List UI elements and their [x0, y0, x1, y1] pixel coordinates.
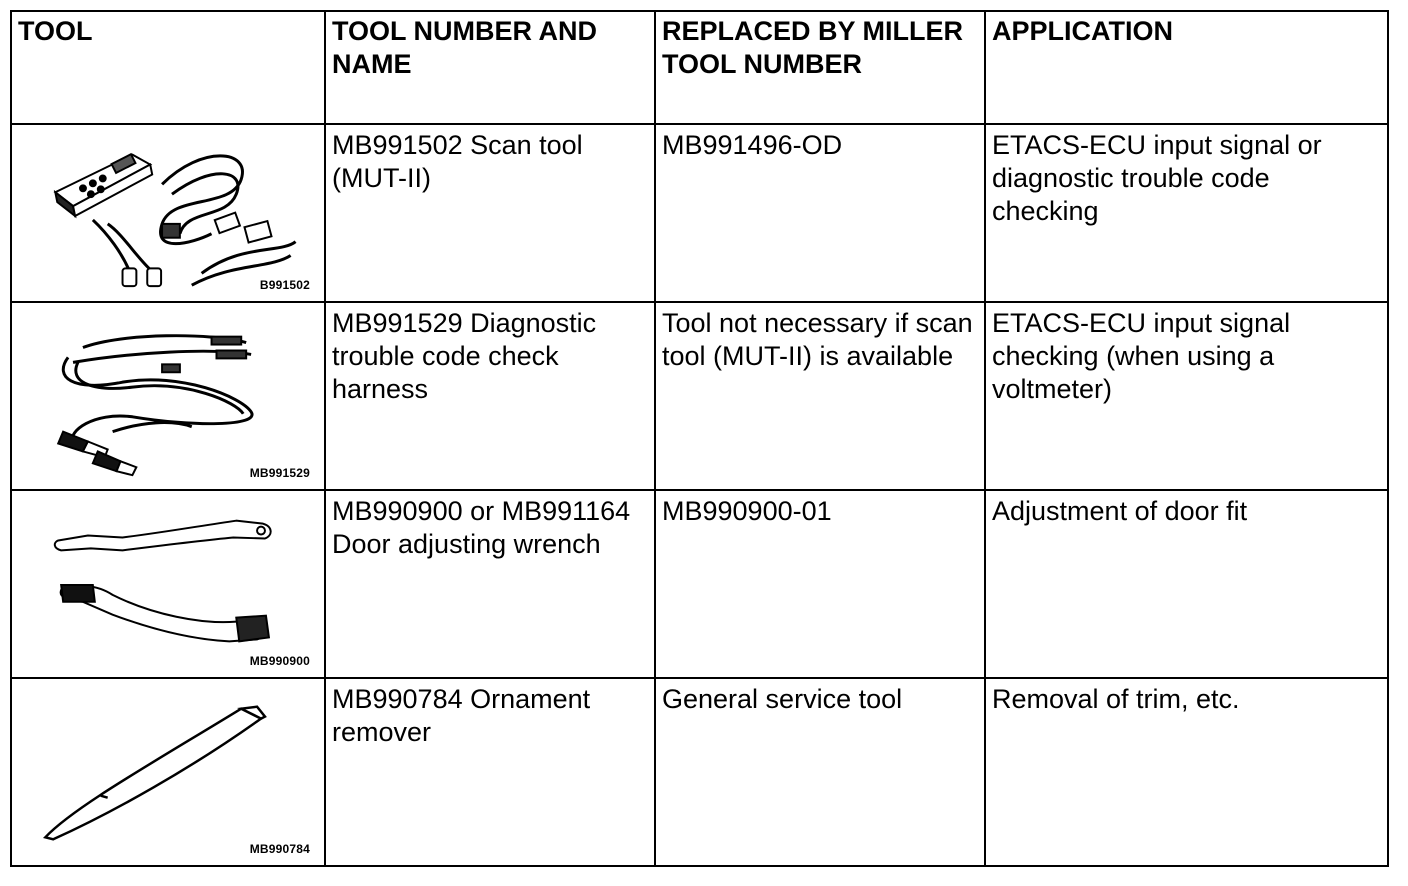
tool-image-cell: [11, 490, 325, 678]
replaced-by-cell: Tool not necessary if scan tool (MUT-II) is available: [655, 302, 985, 490]
replaced-by-cell: General service tool: [655, 678, 985, 866]
application-cell: ETACS-ECU input signal or diagnostic trouble code checking: [985, 124, 1388, 302]
header-tool-number: TOOL NUMBER AND NAME: [325, 11, 655, 124]
tool-number-cell: MB991529 Diagnostic trouble code check harness: [325, 302, 655, 490]
tool-number-cell: MB991502 Scan tool (MUT-II): [325, 124, 655, 302]
replaced-by-cell: MB991496-OD: [655, 124, 985, 302]
scan-tool-icon: [12, 125, 325, 301]
application-cell: Adjustment of door fit: [985, 490, 1388, 678]
table-row: [11, 302, 1388, 490]
tool-image-label: MB990900: [249, 654, 310, 668]
application-cell: ETACS-ECU input signal checking (when using a voltmeter): [985, 302, 1388, 490]
tool-image-label: MB991529: [249, 466, 310, 480]
tool-number-cell: MB990900 or MB991164 Door adjusting wrench: [325, 490, 655, 678]
table-row: [11, 124, 1388, 302]
table-row: [11, 678, 1388, 866]
header-application: APPLICATION: [985, 11, 1388, 124]
tool-image-cell: [11, 678, 325, 866]
tool-table: [10, 10, 1389, 867]
header-tool: TOOL: [11, 11, 325, 124]
tool-image-label: MB990784: [249, 842, 310, 856]
tool-image-cell: [11, 302, 325, 490]
door-wrench-icon: [12, 491, 325, 677]
tool-image-label: B991502: [259, 278, 310, 292]
header-row: [11, 11, 1388, 124]
diagnostic-harness-icon: [12, 303, 325, 489]
header-replaced-by: REPLACED BY MILLER TOOL NUMBER: [655, 11, 985, 124]
tool-number-cell: MB990784 Ornament remover: [325, 678, 655, 866]
application-cell: Removal of trim, etc.: [985, 678, 1388, 866]
tool-image-cell: [11, 124, 325, 302]
replaced-by-cell: MB990900-01: [655, 490, 985, 678]
ornament-remover-icon: [12, 679, 325, 865]
table-row: [11, 490, 1388, 678]
